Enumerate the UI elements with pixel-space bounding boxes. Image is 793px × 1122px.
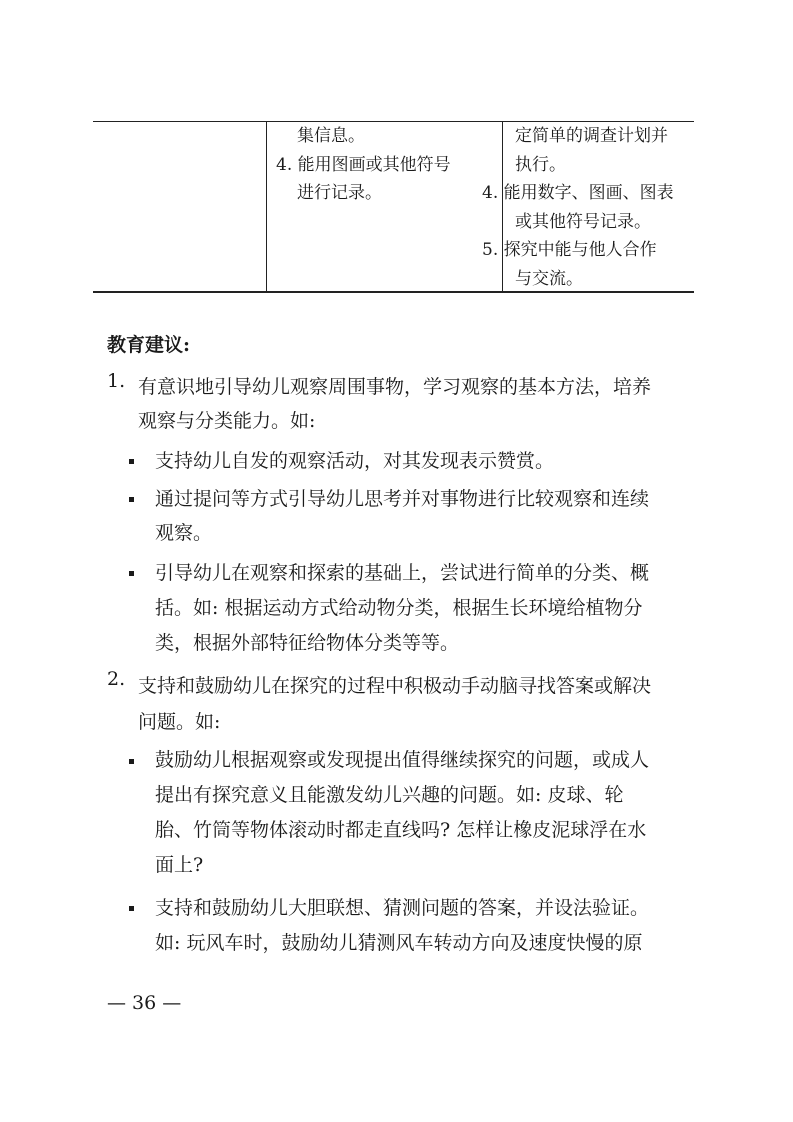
item-text: [138, 668, 651, 740]
bullet-marker: [129, 759, 134, 764]
table-text-line: 4. 能用数字、图画、图表: [482, 183, 674, 203]
item-text-line: 问题。如:: [138, 711, 221, 733]
bullet-text-line: 如: 玩风车时，鼓励幼儿猜测风车转动方向及速度快慢的原: [155, 932, 643, 954]
table-cell-level2: [276, 122, 451, 208]
bullet-text-line: 类，根据外部特征给物体分类等等。: [155, 632, 460, 654]
table-text-line: 与交流。: [515, 268, 583, 289]
bullet-text-line: 观察。: [155, 522, 213, 544]
bullet-text: [155, 482, 649, 550]
bullet-marker: [129, 571, 134, 576]
bullet-text: [155, 891, 649, 961]
page-number: — 36 —: [107, 992, 182, 1014]
bullet-text: [155, 556, 649, 661]
section-heading: 教育建议:: [107, 334, 191, 356]
bullet-text-line: 支持和鼓励幼儿大胆联想、猜测问题的答案，并设法验证。: [155, 897, 650, 919]
bullet-text-line: 面上?: [155, 854, 204, 876]
table-text-line: 4. 能用图画或其他符号: [276, 154, 451, 175]
bullet-text-line: 鼓励幼儿根据观察或发现提出值得继续探究的问题，或成人: [155, 749, 650, 771]
table-text-line: 或其他符号记录。: [515, 211, 651, 232]
table-divider: [266, 122, 267, 291]
bullet-text-line: 提出有探究意义且能激发幼儿兴趣的问题。如: 皮球、轮: [155, 784, 624, 806]
item-number: 2.: [107, 668, 126, 690]
bullet-text-line: 胎、竹筒等物体滚动时都走直线吗? 怎样让橡皮泥球浮在水: [155, 819, 647, 841]
bullet-text-line: 引导幼儿在观察和探索的基础上，尝试进行简单的分类、概: [155, 562, 650, 584]
item-text: [138, 370, 651, 438]
table-cell-level3: [482, 122, 674, 293]
bullet-marker: [129, 497, 134, 502]
bullet-text-line: 支持幼儿自发的观察活动，对其发现表示赞赏。: [155, 450, 555, 472]
bullet-marker: [129, 459, 134, 464]
item-text-line: 观察与分类能力。如:: [138, 410, 316, 432]
table-text-line: 5. 探究中能与他人合作: [482, 240, 657, 260]
table-text-line: 进行记录。: [297, 183, 382, 203]
bullet-text-line: 括。如: 根据运动方式给动物分类，根据生长环境给植物分: [155, 597, 643, 619]
standards-table: [93, 121, 694, 293]
table-text-line: 集信息。: [297, 126, 365, 146]
table-text-line: 定简单的调查计划并: [515, 126, 668, 146]
bullet-text: [155, 444, 554, 478]
bullet-marker: [129, 906, 134, 911]
bullet-text-line: 通过提问等方式引导幼儿思考并对事物进行比较观察和连续: [155, 488, 650, 510]
item-text-line: 支持和鼓励幼儿在探究的过程中积极动手动脑寻找答案或解决: [138, 675, 652, 697]
item-text-line: 有意识地引导幼儿观察周围事物，学习观察的基本方法，培养: [138, 376, 652, 398]
bullet-text: [155, 743, 649, 883]
item-number: 1.: [107, 370, 126, 392]
table-text-line: 执行。: [515, 154, 566, 175]
